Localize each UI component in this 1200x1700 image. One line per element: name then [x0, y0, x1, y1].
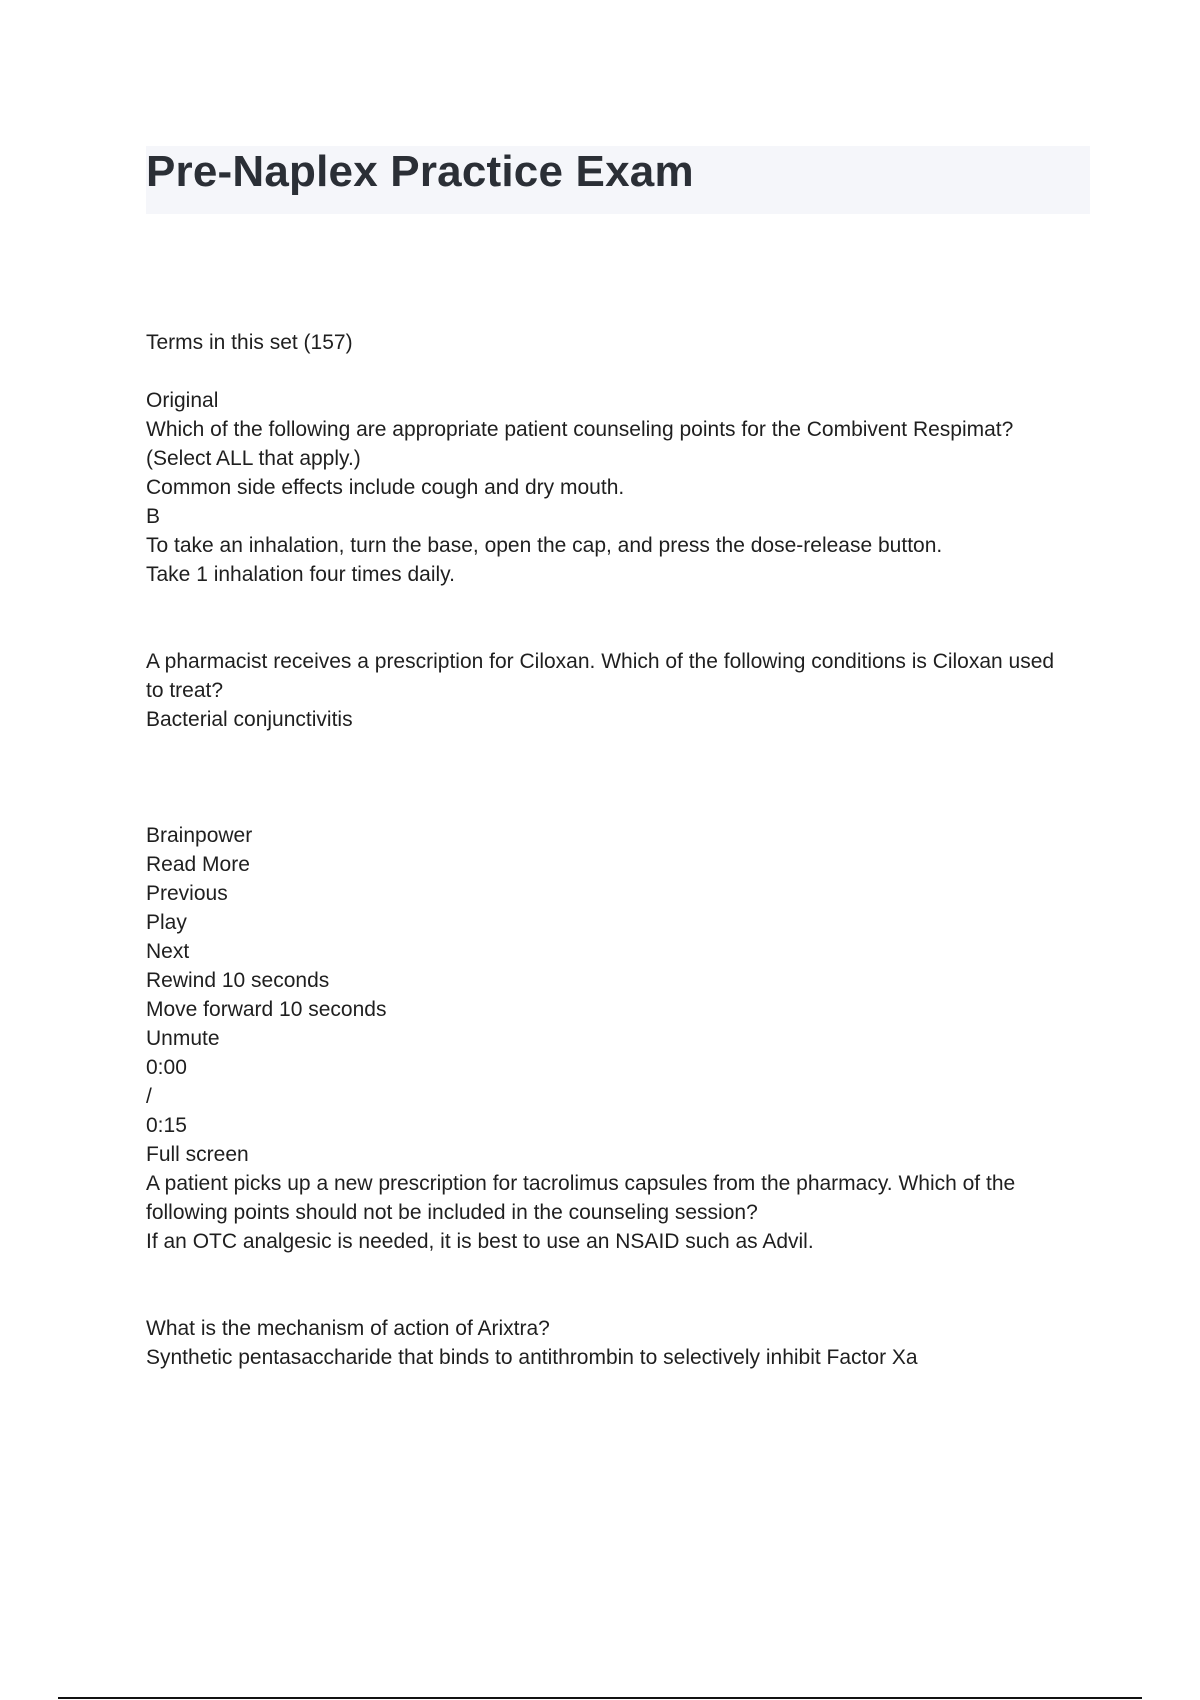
- card-question: What is the mechanism of action of Arixtra?: [146, 1317, 550, 1340]
- card-answer-letter: B: [146, 505, 161, 528]
- time-separator: /: [146, 1085, 152, 1108]
- brainpower-label: Brainpower: [146, 824, 253, 847]
- read-more-link[interactable]: Read More: [146, 853, 250, 876]
- card-question: Which of the following are appropriate patient counseling points for the Combivent Respimat?: [146, 418, 1014, 441]
- next-button[interactable]: Next: [146, 940, 190, 963]
- flashcard-content: [146, 328, 1076, 1372]
- media-player: [146, 821, 1076, 1169]
- card-answer-option: Common side effects include cough and dry mouth.: [146, 476, 625, 499]
- card-question: A patient picks up a new prescription for tacrolimus capsules from the pharmacy. Which of the following points should not be included in the counseling session?: [146, 1172, 1016, 1224]
- card-answer-option: To take an inhalation, turn the base, open the cap, and press the dose-release button.: [146, 534, 943, 557]
- fullscreen-button[interactable]: Full screen: [146, 1143, 249, 1166]
- page-title: Pre-Naplex Practice Exam: [146, 147, 694, 196]
- current-time: 0:00: [146, 1056, 187, 1079]
- card-tacrolimus: [146, 1169, 1076, 1256]
- terms-count: Terms in this set (157): [146, 331, 353, 354]
- card-answer-option: Take 1 inhalation four times daily.: [146, 563, 455, 586]
- unmute-button[interactable]: Unmute: [146, 1027, 220, 1050]
- rewind-button[interactable]: Rewind 10 seconds: [146, 969, 330, 992]
- card-combivent: [146, 386, 1076, 589]
- card-arixtra: [146, 1314, 1076, 1372]
- card-ciloxan: [146, 647, 1076, 734]
- card-answer: Synthetic pentasaccharide that binds to antithrombin to selectively inhibit Factor Xa: [146, 1346, 918, 1369]
- card-answer: Bacterial conjunctivitis: [146, 708, 353, 731]
- card-answer: If an OTC analgesic is needed, it is best to use an NSAID such as Advil.: [146, 1230, 814, 1253]
- duration: 0:15: [146, 1114, 187, 1137]
- footer-divider: [58, 1697, 1142, 1699]
- previous-button[interactable]: Previous: [146, 882, 228, 905]
- forward-button[interactable]: Move forward 10 seconds: [146, 998, 387, 1021]
- card-line: Original: [146, 389, 219, 412]
- card-question-note: (Select ALL that apply.): [146, 447, 361, 470]
- card-question: A pharmacist receives a prescription for Ciloxan. Which of the following conditions is Ciloxan used to treat?: [146, 650, 1055, 702]
- play-button[interactable]: Play: [146, 911, 187, 934]
